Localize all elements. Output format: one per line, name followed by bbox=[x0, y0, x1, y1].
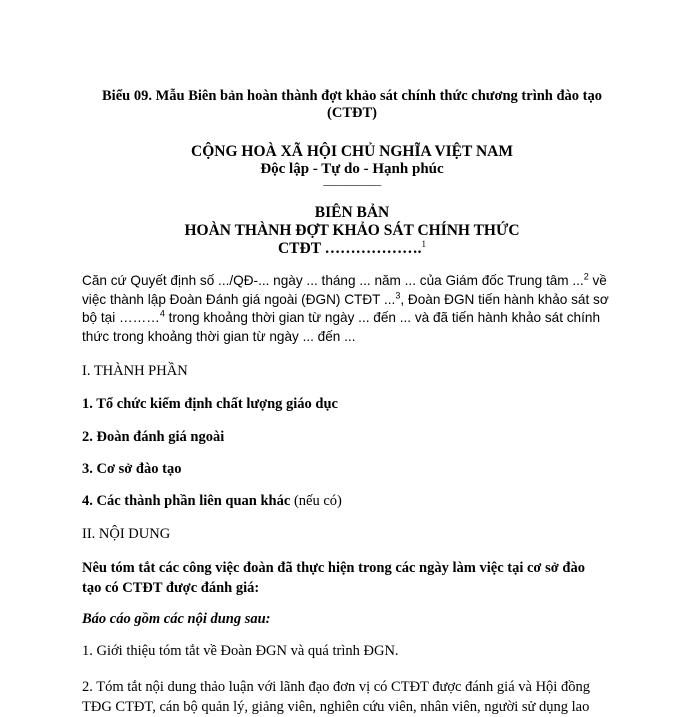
document-title: HOÀN THÀNH ĐỢT KHẢO SÁT CHÍNH THỨC bbox=[184, 222, 520, 239]
section-1-item-2: 2. Đoàn đánh giá ngoài bbox=[82, 429, 225, 445]
national-motto: Độc lập - Tự do - Hạnh phúc bbox=[260, 161, 444, 177]
intro-text-2: về việc thành lập Đoàn Đánh giá ngoài (ĐGN) CTĐT ... bbox=[82, 273, 607, 307]
report-point-2-line2: TĐG CTĐT, cán bộ quản lý, giảng viên, nghiên cứu viên, nhân viên, người sử dụng lao bbox=[82, 699, 590, 715]
form-title-line2: (CTĐT) bbox=[327, 105, 377, 121]
report-point-2-line1: 2. Tóm tắt nội dung thảo luận với lãnh đạo đơn vị có CTĐT được đánh giá và Hội đồng bbox=[82, 679, 590, 695]
national-title: CỘNG HOÀ XÃ HỘI CHỦ NGHĨA VIỆT NAM bbox=[191, 143, 513, 160]
report-point-1: 1. Giới thiệu tóm tắt về Đoàn ĐGN và quá trình ĐGN. bbox=[82, 643, 399, 659]
section-2-lead-line2: tạo có CTĐT được đánh giá: bbox=[82, 580, 260, 596]
intro-text-4: trong khoảng thời gian từ ngày ... đến ... và đã tiến hành khảo sát chính thức trong khoảng thời gian từ ngày ... đến ... bbox=[82, 310, 601, 344]
report-point-2 bbox=[82, 677, 622, 717]
intro-paragraph bbox=[82, 272, 622, 346]
form-title bbox=[82, 88, 622, 122]
section-2-heading: II. NỘI DUNG bbox=[82, 526, 171, 542]
footnote-ref-4: 4 bbox=[159, 308, 165, 319]
footnote-ref-3: 3 bbox=[395, 289, 401, 300]
section-2-lead-line1: Nêu tóm tắt các công việc đoàn đã thực hiện trong các ngày làm việc tại cơ sở đào bbox=[82, 560, 585, 576]
footnote-ref-2: 2 bbox=[583, 271, 589, 282]
section-1-heading: I. THÀNH PHẦN bbox=[82, 363, 188, 379]
intro-text-1: Căn cứ Quyết định số .../QĐ-... ngày ... tháng ... năm ... của Giám đốc Trung tâm ... bbox=[82, 273, 584, 288]
form-title-line1: Biểu 09. Mẫu Biên bản hoàn thành đợt khảo sát chính thức chương trình đào tạo bbox=[102, 88, 602, 104]
section-2-lead bbox=[82, 558, 622, 598]
section-1-item-4-note: (nếu có) bbox=[290, 493, 342, 509]
document-type: BIÊN BẢN bbox=[314, 204, 390, 221]
document-page bbox=[82, 88, 622, 715]
intro-text-3: , Đoàn ĐGN tiến hành khảo sát sơ bộ tại ……… bbox=[82, 291, 609, 325]
section-1-item-3: 3. Cơ sở đào tạo bbox=[82, 461, 182, 477]
document-program-line bbox=[82, 240, 622, 258]
section-1-item-1: 1. Tổ chức kiểm định chất lượng giáo dục bbox=[82, 396, 338, 412]
document-program: CTĐT ………………. bbox=[277, 240, 422, 257]
report-contents-heading: Báo cáo gồm các nội dung sau: bbox=[82, 611, 271, 627]
motto-underline: ————— bbox=[323, 177, 381, 191]
section-1-item-4-label: 4. Các thành phần liên quan khác bbox=[82, 493, 291, 509]
section-1-item-4 bbox=[82, 492, 342, 510]
footnote-ref-1: 1 bbox=[421, 238, 427, 249]
